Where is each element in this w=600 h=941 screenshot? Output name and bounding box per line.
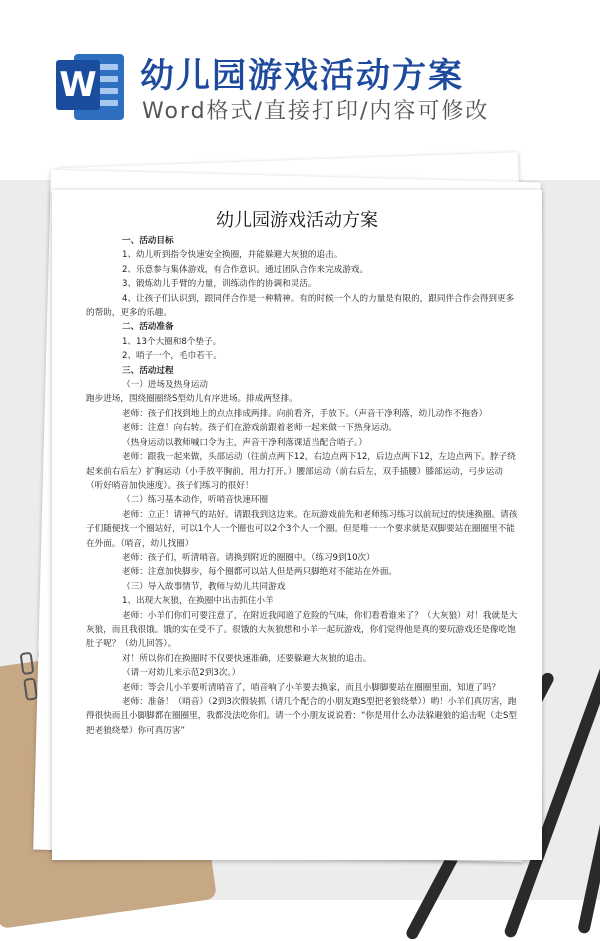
document-paragraph: 老师：孩子们，听清哨音。请换到附近的圈圈中。（练习9到10次） (122, 552, 375, 563)
document-paragraph: 1、出现大灰狼，在换圈中出击抓住小羊 (122, 596, 274, 607)
document-paragraph: 老师：小羊们你们可要注意了，在附近我闻道了危险的气味，你们看看谁来了？（大灰狼）对！我就是大灰狼，而且我很饿。饿的实在受不了。很饿的大灰狼想和小羊一起玩游戏，你们觉得他是真的要玩游戏还是像吃饱肚子呢？（幼儿回答）。 (86, 610, 518, 650)
section-heading: 一、活动目标 (122, 236, 174, 246)
document-title: 幼儿园游戏活动方案 (216, 210, 378, 231)
document-paragraph: 2、乐意参与集体游戏，有合作意识。通过团队合作来完成游戏。 (122, 264, 369, 275)
section-heading: 二、活动准备 (122, 322, 174, 333)
document-paragraph: 老师：准备！（哨音）（2到3次假装抓（请几个配合的小朋友跑S型把老狼绕晕））哟！小羊们真厉害，跑得很快而且小脚脚都在圈圈里，我都没法吃你们。请一个小朋友说说看：“你是用什么办法躲避狼的追击呢（走S型把老狼绕晕）你可真厉害” (86, 697, 518, 736)
document-paragraph: 老师：注意加快脚步，每个圈都可以站人但是两只脚绝对不能站在外面。 (122, 567, 398, 578)
document-paragraph: 3、锻炼幼儿手臂的力量，训练动作的协调和灵活。 (122, 279, 317, 290)
document-paragraph: 2、哨子一个，毛巾若干。 (122, 351, 222, 362)
document-paragraph: 老师：立正！请神气的站好。请跟我到这边来。在玩游戏前先和老师练习练习以前玩过的快速换圈。请孩子们随便找一个圈站好，可以1个人一个圈也可以2个3个人一个圈。但是唯一一个要求就是双脚要站在圈圈里不能在外面。（哨音，幼儿找圈） (86, 509, 518, 549)
document-paragraph: 1、13个大圈和8个垫子。 (122, 336, 222, 347)
document-paragraph: 老师：注意！向右转。孩子们在游戏前跟着老师一起来做一下热身运动。 (122, 423, 398, 434)
document-paragraph: （三）导入故事情节，教师与幼儿共同游戏 (122, 581, 286, 592)
section-heading: 三、活动过程 (122, 365, 174, 376)
document-paragraph: 老师：孩子们找到地上的点点排成两排。向前看齐，手放下。（声音干净利落，幼儿动作不拖沓） (122, 408, 488, 419)
document-paragraph: 对！所以你们在换圈时不仅要快速准确，还要躲避大灰狼的追击。 (122, 653, 372, 664)
document-paragraph: 跑步进场，围绕圈圈绕S型幼儿有序进场。排成两竖排。 (86, 394, 298, 405)
document-paragraph: （热身运动以教师喊口令为主，声音干净利落课适当配合哨子。） (122, 437, 367, 448)
word-icon (56, 50, 126, 124)
word-letter: W (56, 60, 100, 110)
document-paragraph: （请一对幼儿来示范2到3次。） (122, 668, 241, 679)
document-paragraph: 老师：等会儿小羊要听清哨音了，哨音响了小羊要去换家，而且小脚脚要站在圈圈里面，知道了吗？ (122, 682, 501, 693)
document-paragraph: 4、让孩子们认识到，跟同伴合作是一种精神。有的时候一个人的力量是有限的，跟同伴合作会得到更多的帮助，更多的乐趣。 (86, 293, 515, 319)
banner-subtitle: Word格式/直接打印/内容可修改 (142, 99, 490, 124)
banner-title: 幼儿园游戏活动方案 (140, 56, 464, 96)
document-body (86, 234, 518, 738)
document-paragraph: 1、幼儿听到指令快速安全换圈，并能躲避大灰狼的追击。 (122, 250, 343, 261)
document-paragraph: （一）进场及热身运动 (122, 380, 208, 391)
document-paragraph: （二）练习基本动作，听哨音快速环圈 (122, 495, 269, 506)
document-paragraph: 老师：跟我一起来做，头部运动（往前点两下12，右边点两下12，后边点两下12，左边点两下。脖子绕起来前右后左）扩胸运动（小手放平胸前，用力打开。）腰部运动（前右后左，双手插腰）膝部运动，弓步运动（听好哨音加快速度）。孩子们练习的很好！ (86, 452, 516, 491)
document-page (52, 190, 542, 860)
